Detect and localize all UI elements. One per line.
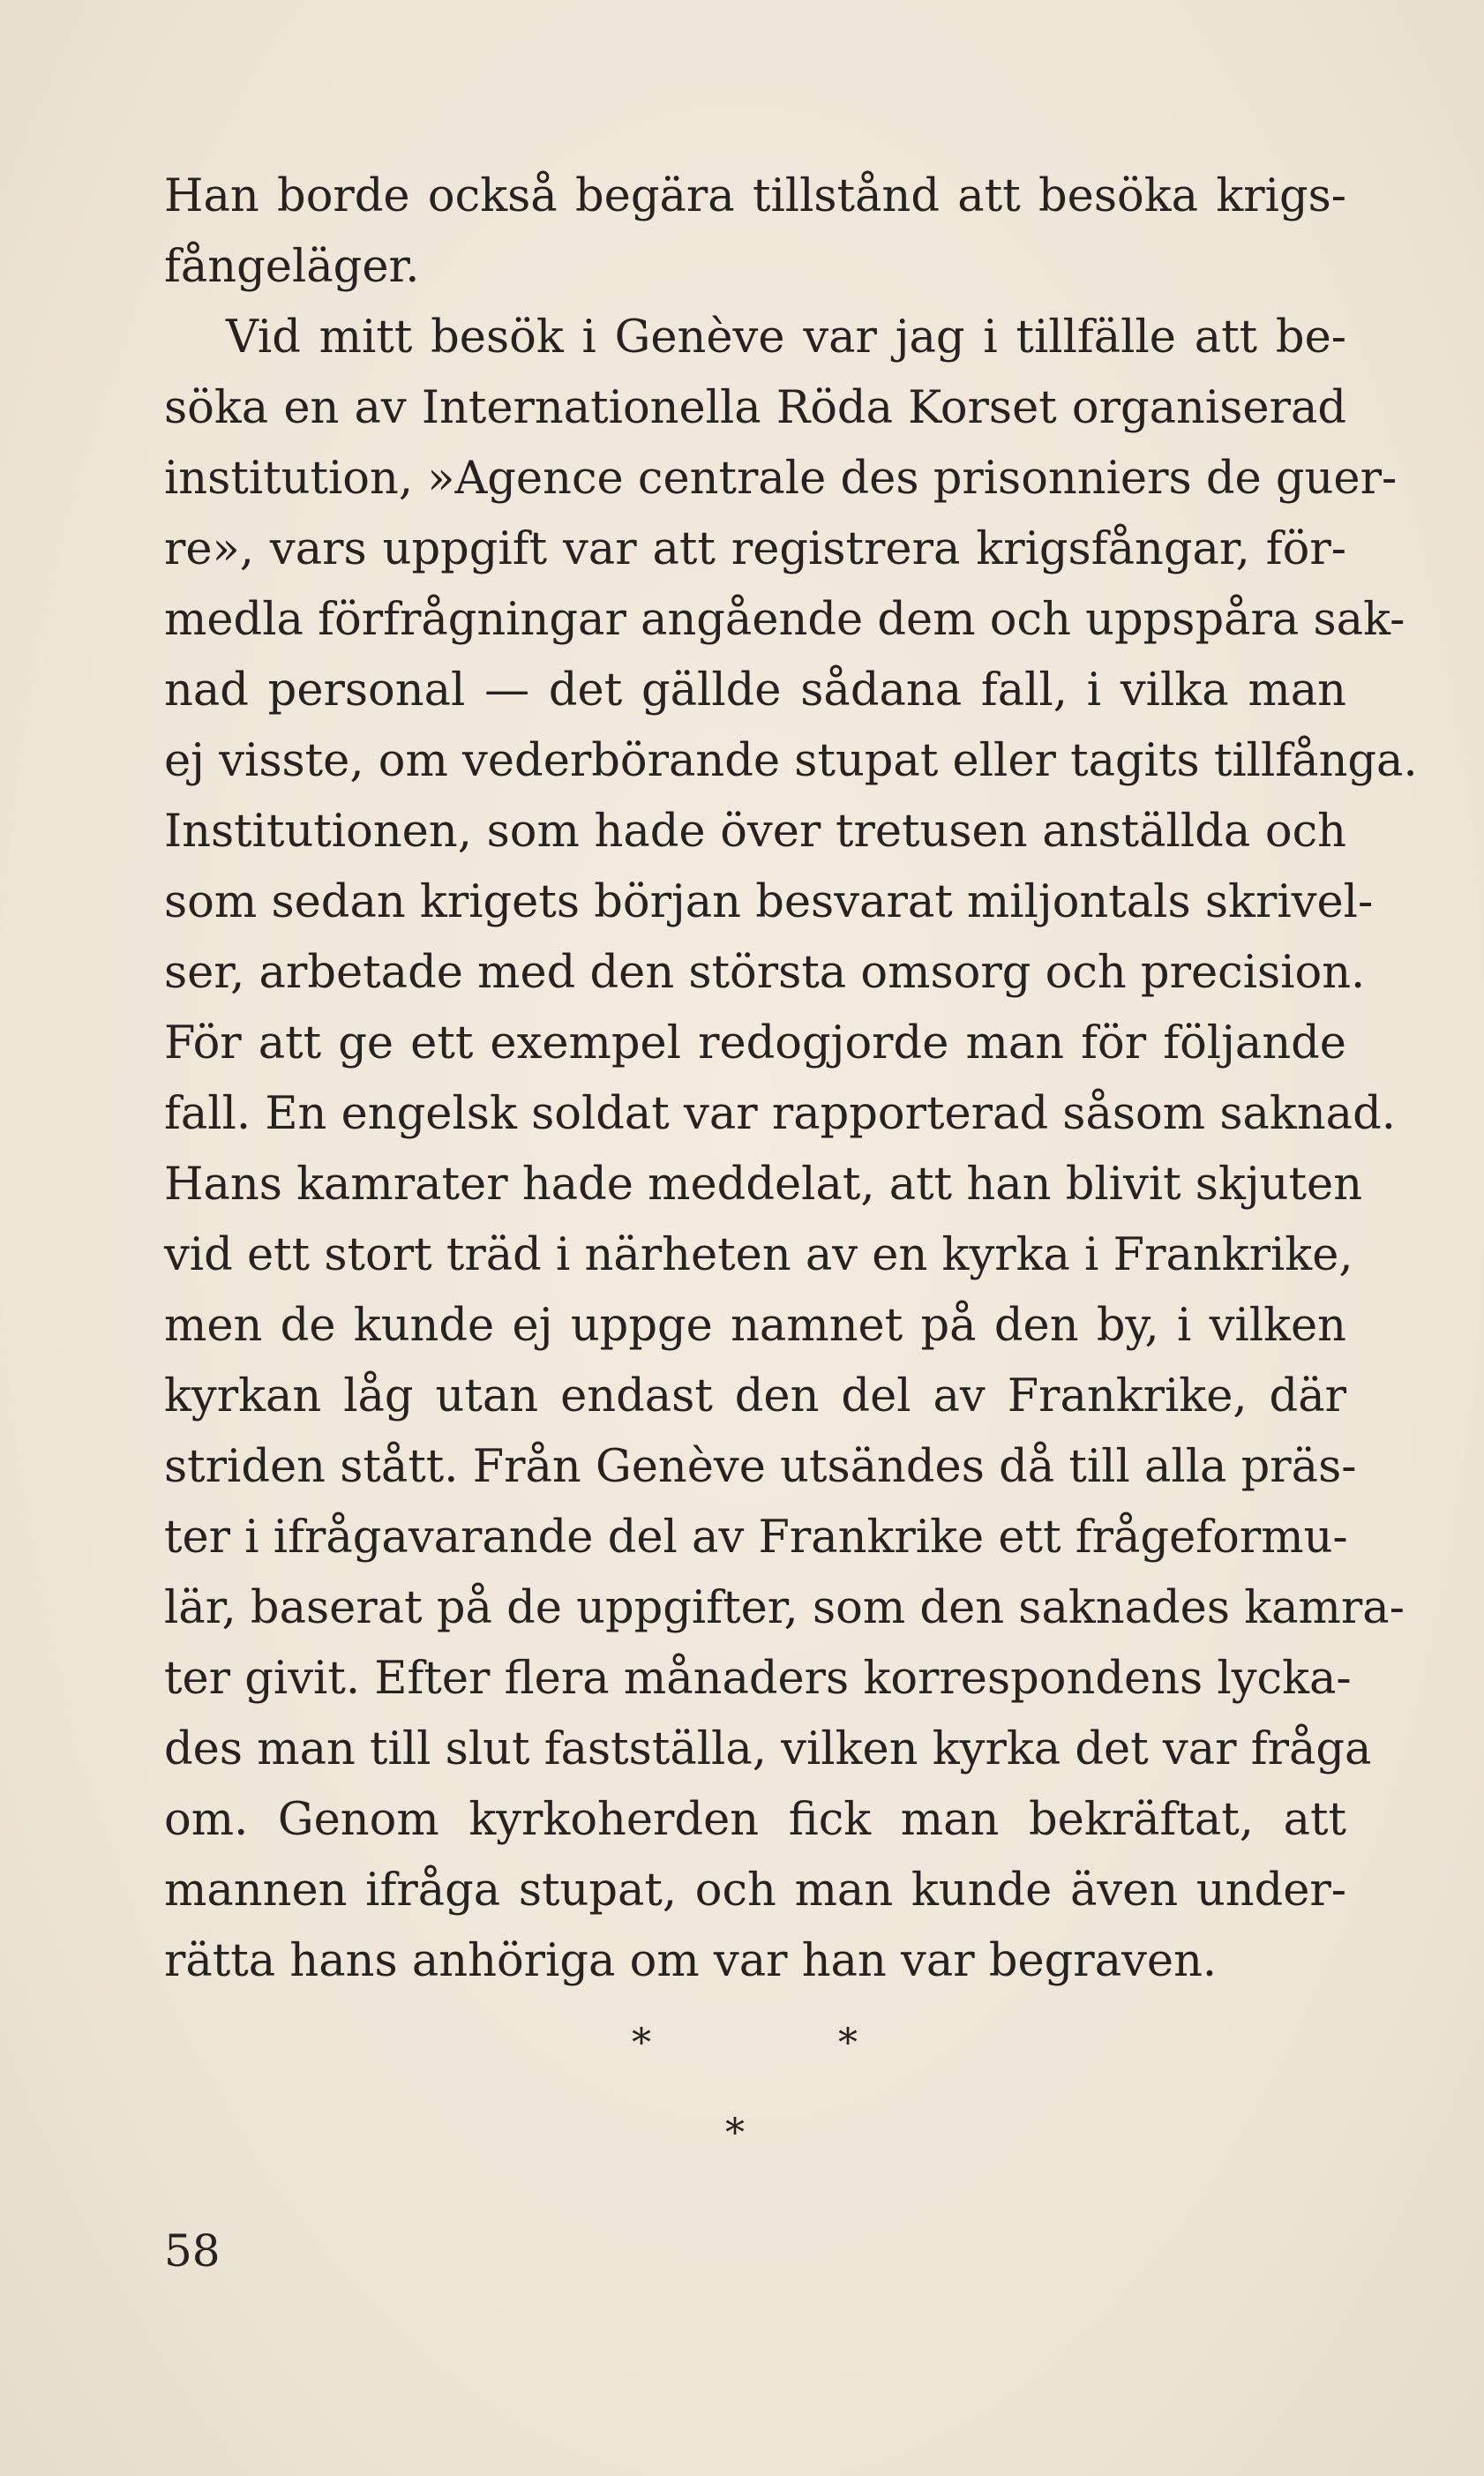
- text-line: lär, baserat på de uppgifter, som den saknades kamra-: [164, 1582, 1405, 1634]
- paragraph-2: [164, 303, 1418, 1997]
- text-line: Hans kamrater hade meddelat, att han blivit skjuten: [164, 1159, 1363, 1211]
- section-break-asterisks: [0, 2021, 1484, 2162]
- text-line: re», vars uppgift var att registrera krigsfångar, för-: [164, 523, 1346, 575]
- text-line: söka en av Internationella Röda Korset organiserad: [164, 382, 1346, 434]
- text-line: fångeläger.: [164, 241, 420, 293]
- text-line: fall. En engelsk soldat var rapporterad såsom saknad.: [164, 1088, 1396, 1140]
- text-line: Institutionen, som hade över tretusen anställda och: [164, 806, 1346, 858]
- text-line: ter givit. Efter flera månaders korrespondens lycka-: [164, 1653, 1352, 1705]
- text-line: ter i ifrågavarande del av Frankrike ett frågeformu-: [164, 1512, 1348, 1564]
- text-line: ej visste, om vederbörande stupat eller tagits tillfånga.: [164, 735, 1418, 787]
- text-line: rätta hans anhöriga om var han var begraven.: [164, 1935, 1218, 1987]
- body-text: [164, 161, 1418, 1997]
- text-line: Han borde också begära tillstånd att besöka krigs-: [164, 170, 1346, 222]
- asterisk-icon: *: [725, 2111, 745, 2156]
- text-line: medla förfrågningar angående dem och uppspåra sak-: [164, 594, 1405, 646]
- text-line: som sedan krigets början besvarat miljontals skrivel-: [164, 876, 1374, 928]
- text-line: men de kunde ej uppge namnet på den by, i vilken: [164, 1300, 1346, 1352]
- text-line: om. Genom kyrkoherden fick man bekräftat, att: [164, 1794, 1346, 1846]
- paragraph-1: [164, 161, 1346, 303]
- text-line: Vid mitt besök i Genève var jag i tillfälle att be-: [226, 311, 1346, 364]
- asterisk-icon: *: [838, 2021, 858, 2066]
- page-number: 58: [164, 2225, 221, 2277]
- text-line: kyrkan låg utan endast den del av Frankrike, där: [164, 1370, 1346, 1422]
- text-line: För att ge ett exempel redogjorde man för följande: [164, 1017, 1346, 1069]
- text-line: vid ett stort träd i närheten av en kyrka i Frankrike,: [164, 1229, 1353, 1281]
- text-line: striden stått. Från Genève utsändes då till alla präs-: [164, 1441, 1357, 1493]
- text-line: des man till slut fastställa, vilken kyrka det var fråga: [164, 1723, 1372, 1775]
- text-line: institution, »Agence centrale des prisonniers de guer-: [164, 453, 1398, 505]
- asterisk-icon: *: [632, 2021, 651, 2066]
- text-line: ser, arbetade med den största omsorg och precision.: [164, 947, 1366, 999]
- text-line: nad personal — det gällde sådana fall, i vilka man: [164, 664, 1346, 717]
- text-line: mannen ifråga stupat, och man kunde även under-: [164, 1865, 1346, 1917]
